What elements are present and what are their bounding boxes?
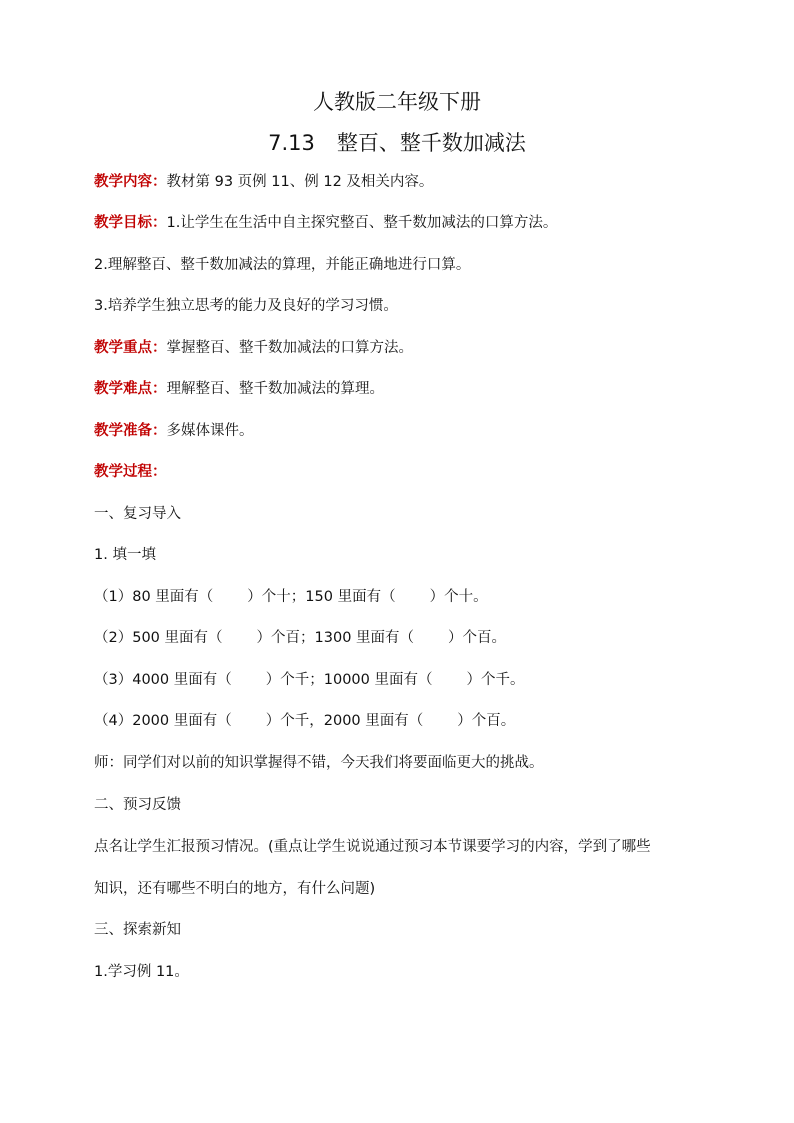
section-preview-feedback: 二、预习反馈 — [94, 797, 181, 813]
process-label: 教学过程： — [94, 464, 167, 480]
question-2-part-a: （2）500 里面有（ — [94, 630, 223, 646]
teaching-goal-2: 2.理解整百、整千数加减法的算理，并能正确地进行口算。 — [94, 257, 471, 273]
teaching-content-text: 教材第 93 页例 11、例 12 及相关内容。 — [166, 174, 434, 190]
difficulty-label: 教学难点： — [94, 381, 167, 397]
teaching-content — [94, 172, 433, 192]
teacher-remark: 师：同学们对以前的知识掌握得不错，今天我们将要面临更大的挑战。 — [94, 755, 544, 771]
key-point-text: 掌握整百、整千数加减法的口算方法。 — [166, 340, 413, 356]
page-title: 人教版二年级下册 — [313, 90, 481, 114]
question-4-part-c: ）个百。 — [457, 713, 516, 729]
teaching-goal-text: 1.让学生在生活中自主探究整百、整千数加减法的口算方法。 — [166, 215, 558, 231]
key-point-label: 教学重点： — [94, 340, 167, 356]
section-review: 一、复习导入 — [94, 506, 181, 522]
question-2-part-b: ）个百；1300 里面有（ — [256, 630, 415, 646]
teaching-goal — [94, 213, 557, 233]
teaching-content-label: 教学内容： — [94, 174, 167, 190]
difficulty-text: 理解整百、整千数加减法的算理。 — [166, 381, 384, 397]
question-4-part-a: （4）2000 里面有（ — [94, 713, 232, 729]
teaching-goal-3: 3.培养学生独立思考的能力及良好的学习习惯。 — [94, 298, 398, 314]
lesson-title-text: 整百、整千数加减法 — [336, 131, 526, 155]
teaching-goal-label: 教学目标： — [94, 215, 167, 231]
teaching-preparation — [94, 421, 254, 441]
teaching-difficulty — [94, 379, 384, 399]
question-1-part-b: ）个十；150 里面有（ — [247, 589, 396, 605]
preparation-text: 多媒体课件。 — [166, 423, 254, 439]
question-3-part-c: ）个千。 — [466, 672, 525, 688]
question-1-part-c: ）个十。 — [429, 589, 488, 605]
question-4 — [94, 711, 515, 731]
question-3-part-b: ）个千；10000 里面有（ — [265, 672, 433, 688]
question-1 — [94, 587, 488, 607]
question-2-part-c: ）个百。 — [448, 630, 507, 646]
preparation-label: 教学准备： — [94, 423, 167, 439]
feedback-text-line-1: 点名让学生汇报预习情况。(重点让学生说说通过预习本节课要学习的内容，学到了哪些 — [94, 839, 651, 855]
question-3 — [94, 670, 525, 690]
lesson-number: 7.13 — [268, 131, 315, 155]
question-4-part-b: ）个千，2000 里面有（ — [265, 713, 424, 729]
question-2 — [94, 628, 506, 648]
question-3-part-a: （3）4000 里面有（ — [94, 672, 232, 688]
example-11: 1.学习例 11。 — [94, 964, 189, 980]
teaching-process-heading — [94, 462, 167, 482]
feedback-text-line-2: 知识，还有哪些不明白的地方，有什么问题) — [94, 881, 376, 897]
lesson-title — [0, 127, 794, 157]
section-explore: 三、探索新知 — [94, 922, 181, 938]
step-fill-in: 1. 填一填 — [94, 547, 156, 563]
question-1-part-a: （1）80 里面有（ — [94, 589, 214, 605]
teaching-key-point — [94, 338, 413, 358]
